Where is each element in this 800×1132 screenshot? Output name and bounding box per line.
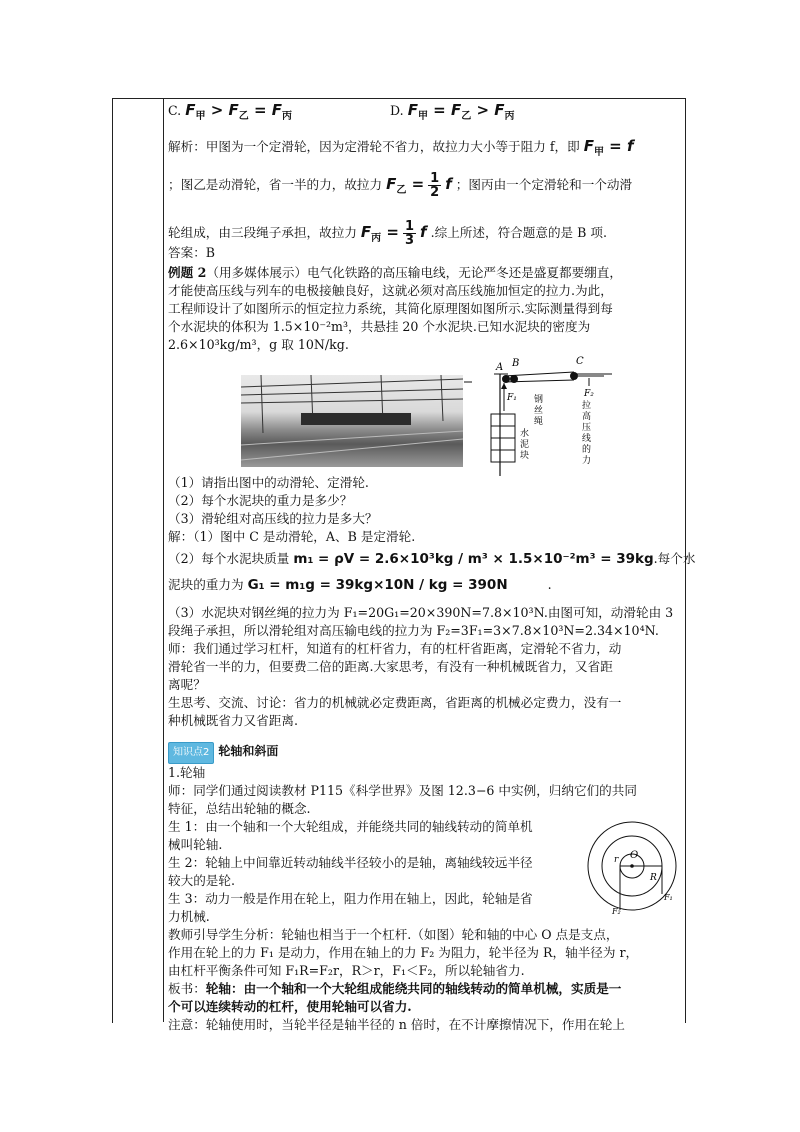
svg-text:泥: 泥 bbox=[520, 440, 530, 450]
svg-text:块: 块 bbox=[520, 451, 530, 461]
wheel-label-f2: F₂ bbox=[612, 907, 621, 916]
dialog-3: 离呢？ bbox=[168, 677, 206, 692]
example2-line-2: 才能使高压线与列车的电极接触良好，这就必须对高压线施加恒定的拉力.为此， bbox=[168, 283, 613, 298]
solution-5: 段绳子承担，所以滑轮组对高压输电线的拉力为 F₂=3F₁=3×7.8×10³N=2.34×10⁴N. bbox=[168, 623, 659, 638]
wheel-label-f1: F₁ bbox=[664, 893, 673, 902]
analysis-line-2: ；图乙是动滑轮，省一半的力，故拉力 $F_乙$ = $\frac{1}{2}$ f ；图丙由一个定滑轮和一个动滑 bbox=[168, 171, 633, 200]
example2-line-5: 2.6×10³kg/m³，g 取 10N/kg. bbox=[168, 337, 349, 352]
knowledge-badge: 知识点2 bbox=[168, 742, 214, 764]
dialog-1: 师：我们通过学习杠杆，知道有的杠杆省力，有的杠杆省距离，定滑轮不省力，动 bbox=[168, 641, 622, 656]
board-note-2: 个可以连续转动的杠杆，使用轮轴可以省力. bbox=[168, 999, 412, 1014]
svg-text:力: 力 bbox=[582, 456, 592, 466]
solution-2: （2）每个水泥块质量 m₁ = ρV = 2.6×10³kg / m³ × 1.5×10⁻²m³ = 39kg.每个水 bbox=[168, 551, 696, 567]
answer-line: 答案：B bbox=[168, 245, 216, 260]
label-b: B bbox=[512, 358, 520, 369]
svg-text:丝: 丝 bbox=[534, 406, 544, 416]
option-row bbox=[168, 102, 514, 126]
option-d-label: D. bbox=[390, 103, 404, 118]
wheel-text-9: 教师引导学生分析：轮轴也相当于一个杠杆.（如图）轮和轴的中心 O 点是支点， bbox=[168, 927, 619, 942]
wheel-text-1: 师：同学们通过阅读教材 P115《科学世界》及图 12.3−6 中实例，归纳它们的共同 bbox=[168, 783, 637, 798]
wheel-text-7: 生 3：动力一般是作用在轮上，阻力作用在轴上，因此，轮轴是省 bbox=[168, 891, 533, 906]
option-d-formula: $F_甲 = F_乙 > F_丙$ bbox=[407, 101, 515, 122]
solution-3: 泥块的重力为 G₁ = m₁g = 39kg×10N / kg = 390N . bbox=[168, 577, 552, 593]
fraction-half: $\frac{1}{2}$ bbox=[430, 171, 440, 200]
svg-text:压: 压 bbox=[582, 423, 592, 433]
section-heading bbox=[168, 742, 278, 764]
wheel-text-8: 力机械. bbox=[168, 909, 210, 924]
note-line: 注意：轮轴使用时，当轮半径是轴半径的 n 倍时，在不计摩擦情况下，作用在轮上 bbox=[168, 1017, 625, 1032]
wheel-label-big-r: R bbox=[650, 873, 657, 883]
wheel-axle-diagram bbox=[586, 820, 680, 916]
wheel-label-r: r bbox=[614, 855, 619, 865]
example2-line-1: 例题 2（用多媒体展示）电气化铁路的高压输电线，无论严冬还是盛夏都要绷直， bbox=[168, 265, 622, 280]
option-c-label: C. bbox=[168, 103, 182, 118]
option-c-formula: $F_甲 > F_乙 = F_丙$ bbox=[185, 101, 292, 122]
wheel-text-4: 械叫轮轴. bbox=[168, 837, 223, 852]
board-note: 板书：轮轴：由一个轴和一个大轮组成能绕共同的轴线转动的简单机械，实质是一 bbox=[168, 981, 622, 996]
label-block: 水 bbox=[520, 429, 530, 439]
wheel-text-6: 较大的是轮. bbox=[168, 873, 235, 888]
pulley-a bbox=[502, 375, 510, 383]
section-title: 轮轴和斜面 bbox=[218, 744, 279, 758]
pulley-b bbox=[510, 375, 518, 383]
wheel-text-11: 由杠杆平衡条件可知 F₁R=F₂r，R＞r，F₁＜F₂，所以轮轴省力. bbox=[168, 963, 525, 978]
solution-1: 解：（1）图中 C 是动滑轮，A、B 是定滑轮. bbox=[168, 529, 416, 544]
example2-title: 例题 2 bbox=[168, 265, 207, 280]
wheel-text-3: 生 1：由一个轴和一个大轮组成，并能绕共同的轴线转动的简单机 bbox=[168, 819, 533, 834]
wheel-label-o: O bbox=[630, 850, 639, 861]
dialog-2: 滑轮省一半的力，但要费二倍的距离.大家思考，有没有一种机械既省力，又省距 bbox=[168, 659, 613, 674]
mass-equation: m₁ = ρV = 2.6×10³kg / m³ × 1.5×10⁻²m³ = 39kg bbox=[293, 551, 654, 567]
wheel-text-5: 生 2：轮轴上中间靠近转动轴线半径较小的是轴，离轴线较远半径 bbox=[168, 855, 533, 870]
dialog-5: 种机械既省力又省距离. bbox=[168, 713, 298, 728]
svg-text:的: 的 bbox=[582, 445, 592, 455]
label-a: A bbox=[496, 362, 504, 373]
label-f1: F₁ bbox=[507, 393, 517, 403]
example2-line-4: 个水泥块的体积为 1.5×10⁻²m³，共悬挂 20 个水泥块.已知水泥块的密度为 bbox=[168, 319, 591, 334]
wheel-text-2: 特征，总结出轮轴的概念. bbox=[168, 801, 311, 816]
example2-line-3: 工程师设计了如图所示的恒定拉力系统，其简化原理图如图所示.实际测量得到每 bbox=[168, 301, 613, 316]
svg-text:绳: 绳 bbox=[534, 417, 544, 427]
pulley-c bbox=[570, 372, 578, 380]
cement-block bbox=[491, 414, 515, 426]
question-3: （3）滑轮组对高压线的拉力是多大？ bbox=[168, 511, 378, 526]
label-f2: F₂ bbox=[584, 389, 594, 399]
railway-photo bbox=[241, 375, 463, 467]
wheel-text-10: 作用在轮上的力 F₁ 是动力，作用在轴上的力 F₂ 为阻力，轮半径为 R，轴半径为 r， bbox=[168, 945, 639, 960]
analysis-line-1: 解析：甲图为一个定滑轮，因为定滑轮不省力，故拉力大小等于阻力 f，即 $F_甲 = f$ bbox=[168, 137, 634, 158]
label-rope: 钢 bbox=[534, 395, 544, 405]
eq-f-jia: $F_甲 = f$ bbox=[583, 137, 634, 158]
question-2: （2）每个水泥块的重力是多少？ bbox=[168, 493, 353, 508]
label-c: C bbox=[576, 356, 584, 367]
pulley-system-diagram bbox=[464, 356, 614, 476]
analysis-line-3: 轮组成，由三段绳子承担，故拉力 $F_丙$ = $\frac{1}{3}$ f .综上所述，符合题意的是 B 项. bbox=[168, 219, 607, 248]
fraction-third: $\frac{1}{3}$ bbox=[404, 219, 415, 248]
dialog-4: 生思考、交流、讨论：省力的机械就必定费距离，省距离的机械必定费力，没有一 bbox=[168, 695, 622, 710]
svg-text:线: 线 bbox=[582, 434, 592, 444]
weight-equation: G₁ = m₁g = 39kg×10N / kg = 390N bbox=[247, 577, 508, 593]
label-pull-force: 拉 bbox=[582, 401, 592, 411]
svg-text:高: 高 bbox=[582, 412, 592, 422]
column-divider bbox=[163, 98, 164, 1022]
solution-4: （3）水泥块对钢丝绳的拉力为 F₁=20G₁=20×390N=7.8×10³N.由图可知，动滑轮由 3 bbox=[168, 605, 674, 620]
question-1: （1）请指出图中的动滑轮、定滑轮. bbox=[168, 475, 369, 490]
subsection-title: 1.轮轴 bbox=[168, 765, 206, 780]
